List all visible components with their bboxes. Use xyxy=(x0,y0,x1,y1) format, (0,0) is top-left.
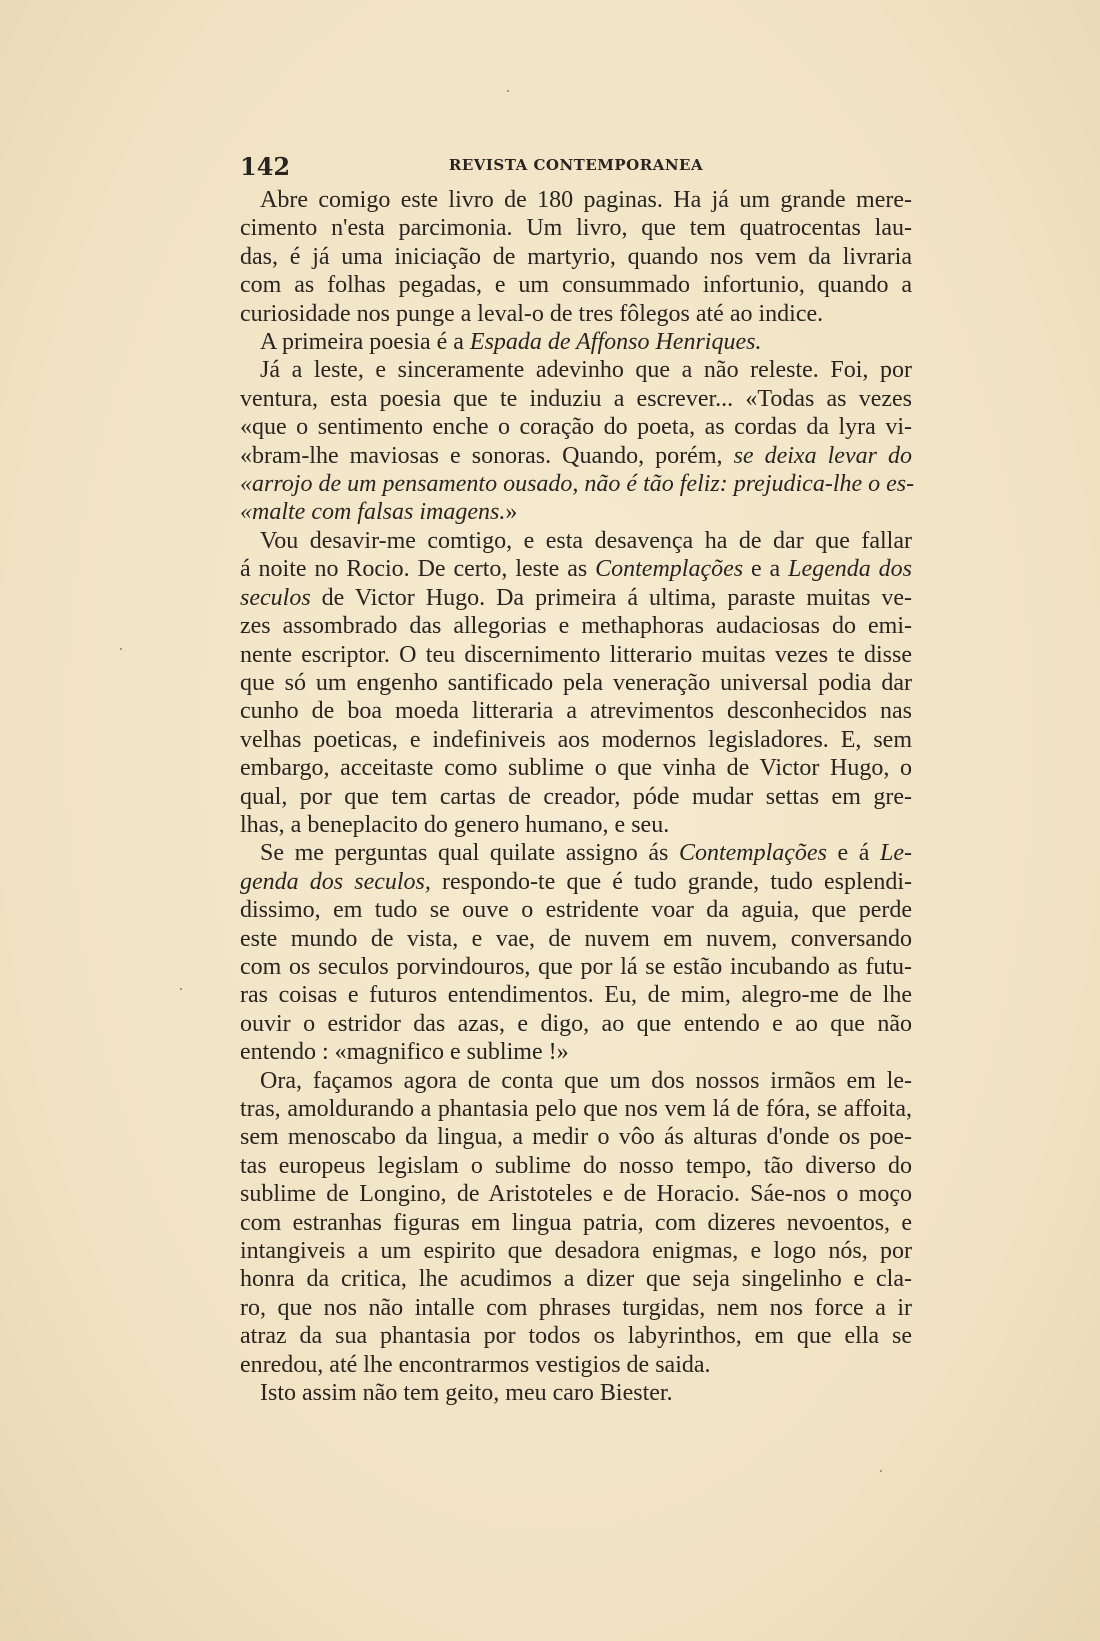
text-line xyxy=(240,1095,912,1123)
text-line xyxy=(240,1123,912,1151)
text-segment: de Victor Hugo. Da primeira á ultima, paraste muitas ve- xyxy=(310,584,912,611)
text-line xyxy=(240,300,912,328)
text-line xyxy=(240,697,912,725)
text-line xyxy=(240,1010,912,1038)
text-line xyxy=(240,1379,912,1407)
paragraph xyxy=(240,186,912,328)
text-segment: á noite no Rocio. De certo, leste as xyxy=(240,556,596,583)
text-line xyxy=(240,470,915,498)
text-line xyxy=(240,1038,912,1066)
text-line xyxy=(240,1351,912,1379)
text-segment: Isto assim não tem geito, meu caro Biester. xyxy=(260,1380,673,1407)
text-line xyxy=(240,527,912,555)
text-segment: tas europeus legislam o sublime do nosso tempo, tão diverso do xyxy=(240,1152,912,1179)
page-number: 142 xyxy=(240,152,291,181)
text-segment: intangiveis a um espirito que desadora enigmas, e logo nós, por xyxy=(240,1238,912,1265)
text-segment: «bram-lhe maviosas e sonoras. Quando, porém, xyxy=(240,442,734,469)
text-segment: atraz da sua phantasia por todos os labyrinthos, em que ella se xyxy=(240,1323,912,1350)
text-line xyxy=(240,726,912,754)
paragraph xyxy=(240,356,915,526)
text-segment: com as folhas pegadas, e um consummado infortunio, quando a xyxy=(240,272,912,299)
text-segment: das, é já uma iniciação de martyrio, quando nos vem da livraria xyxy=(240,243,912,270)
text-line xyxy=(240,214,912,242)
text-line xyxy=(240,783,912,811)
text-segment: ras coisas e futuros entendimentos. Eu, de mim, alegro-me de lhe xyxy=(240,982,912,1009)
italic-text: se deixa levar do xyxy=(733,442,913,469)
text-segment: este mundo de vista, e vae, de nuvem em nuvem, conversando xyxy=(240,925,912,952)
paragraph xyxy=(240,1067,912,1379)
page-header xyxy=(240,152,912,180)
text-line xyxy=(240,1294,912,1322)
italic-text: Le- xyxy=(880,840,912,867)
body-text xyxy=(240,186,915,1407)
text-segment: «que o sentimento enche o coração do poeta, as cordas da lyra vi- xyxy=(240,414,912,441)
italic-text: Contemplações xyxy=(678,840,827,867)
text-segment: Se me perguntas qual quilate assigno ás xyxy=(260,840,679,867)
text-segment: zes assombrado das allegorias e methaphoras audaciosas do emi- xyxy=(240,613,912,640)
text-segment: ro, que nos não intalle com phrases turgidas, nem nos force a ir xyxy=(240,1294,912,1321)
text-segment: sem menoscabo da lingua, a medir o vôo ás alturas d'onde os poe- xyxy=(240,1124,912,1151)
text-line xyxy=(240,1265,912,1293)
text-segment: dissimo, em tudo se ouve o estridente voar da aguia, que perde xyxy=(240,897,912,924)
text-line xyxy=(240,498,912,526)
text-line xyxy=(240,953,912,981)
text-segment: lhas, a beneplacito do genero humano, e seu. xyxy=(240,811,670,838)
text-segment: sublime de Longino, de Aristoteles e de Horacio. Sáe-nos o moço xyxy=(240,1181,912,1208)
paragraph xyxy=(240,1379,912,1407)
text-line xyxy=(240,555,912,583)
text-line xyxy=(240,385,912,413)
text-segment: qual, por que tem cartas de creador, póde mudar settas em gre- xyxy=(240,783,912,810)
text-segment: entendo : «magnifico e sublime !» xyxy=(240,1039,569,1066)
text-line xyxy=(240,754,912,782)
text-segment: ouvir o estridor das azas, e digo, ao que entendo e ao que não xyxy=(240,1010,912,1037)
text-line xyxy=(240,271,912,299)
text-segment: respondo-te que é tudo grande, tudo esplendi- xyxy=(430,868,912,895)
running-head: REVISTA CONTEMPORANEA xyxy=(448,156,704,174)
text-line xyxy=(240,442,912,470)
text-segment: honra da critica, lhe acudimos a dizer que seja singelinho e cla- xyxy=(240,1266,912,1293)
paper-speck xyxy=(120,648,122,650)
text-segment: A primeira poesia é a xyxy=(260,329,470,356)
text-line xyxy=(240,186,912,214)
text-line xyxy=(240,584,912,612)
italic-text: Contemplações xyxy=(595,556,744,583)
text-segment: ventura, esta poesia que te induziu a escrever... «Todas as vezes xyxy=(240,385,912,412)
paper-speck xyxy=(880,1470,882,1472)
text-line xyxy=(240,641,912,669)
text-segment: embargo, acceitaste como sublime o que vinha de Victor Hugo, o xyxy=(240,755,912,782)
text-segment: Vou desavir-me comtigo, e esta desavença ha de dar que fallar xyxy=(260,527,912,554)
text-line xyxy=(240,356,912,384)
italic-text: Espada de Affonso Henriques. xyxy=(469,329,762,356)
text-segment: cimento n'esta parcimonia. Um livro, que tem quatrocentas lau- xyxy=(240,215,912,242)
text-line xyxy=(240,925,912,953)
text-line xyxy=(240,1322,912,1350)
text-segment: Ora, façamos agora de conta que um dos nossos irmãos em le- xyxy=(260,1067,912,1094)
text-line xyxy=(240,1237,912,1265)
paragraph xyxy=(240,328,912,356)
paper-speck xyxy=(180,988,182,990)
text-segment: tras, amoldurando a phantasia pelo que nos vem lá de fóra, se affoita, xyxy=(240,1096,912,1122)
text-line xyxy=(240,612,912,640)
text-segment: velhas poeticas, e indefiniveis aos modernos legisladores. E, sem xyxy=(240,726,912,753)
paragraph xyxy=(240,527,912,839)
text-segment: enredou, até lhe encontrarmos vestigios de saida. xyxy=(240,1351,711,1378)
text-segment: Abre comigo este livro de 180 paginas. Ha já um grande mere- xyxy=(260,187,912,213)
paragraph xyxy=(240,839,912,1066)
italic-text: Legenda dos xyxy=(788,556,913,583)
text-segment: com os seculos porvindouros, que por lá se estão incubando as futu- xyxy=(240,953,912,980)
text-segment: » xyxy=(505,499,518,526)
text-segment: nente escriptor. O teu discernimento litterario muitas vezes te disse xyxy=(240,641,912,668)
italic-text: genda dos seculos, xyxy=(240,868,431,895)
text-line xyxy=(240,413,912,441)
text-line xyxy=(240,1180,912,1208)
text-line xyxy=(240,811,912,839)
text-line xyxy=(240,669,912,697)
paper-speck xyxy=(507,90,509,92)
text-segment: e á xyxy=(826,840,880,867)
text-segment: cunho de boa moeda litteraria a atrevimentos desconhecidos nas xyxy=(240,698,912,725)
text-segment: que só um engenho santificado pela veneração universal podia dar xyxy=(240,669,912,696)
text-segment: com estranhas figuras em lingua patria, com dizeres nevoentos, e xyxy=(240,1209,912,1236)
italic-text: «arrojo de um pensamento ousado, não é tão feliz: prejudica-lhe o es- xyxy=(240,471,915,498)
text-line xyxy=(240,981,912,1009)
italic-text: seculos xyxy=(240,584,311,611)
text-line xyxy=(240,1067,912,1095)
text-segment: Já a leste, e sinceramente adevinho que a não releste. Foi, por xyxy=(260,357,912,384)
text-segment: curiosidade nos punge a leval-o de tres fôlegos até ao indice. xyxy=(240,300,824,327)
text-line xyxy=(240,868,912,896)
text-line xyxy=(240,243,912,271)
text-line xyxy=(240,1209,912,1237)
text-line xyxy=(240,1152,912,1180)
italic-text: «malte com falsas imagens. xyxy=(240,499,506,526)
text-line xyxy=(240,896,912,924)
text-line xyxy=(240,839,912,867)
text-segment: e a xyxy=(743,556,789,583)
text-line xyxy=(240,328,912,356)
